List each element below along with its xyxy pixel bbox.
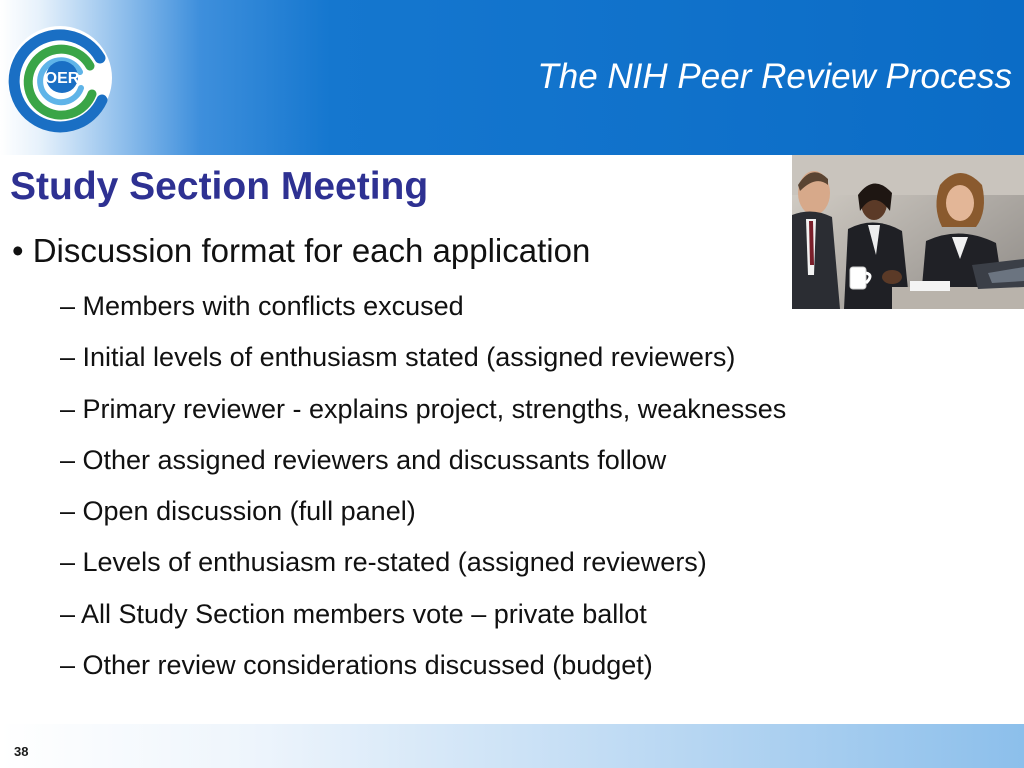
section-heading: Study Section Meeting (10, 165, 429, 208)
sub-bullet-list (60, 288, 786, 698)
page-number: 38 (14, 744, 29, 759)
meeting-photo (792, 155, 1024, 309)
oer-logo (4, 22, 116, 134)
logo-text: OER (44, 70, 80, 87)
sub-bullet-item: – All Study Section members vote – private ballot (60, 598, 647, 629)
sub-bullet-item: – Open discussion (full panel) (60, 496, 416, 527)
slide-header (0, 0, 1024, 155)
sub-bullet-item: – Members with conflicts excused (60, 291, 464, 321)
sub-bullet-item: – Primary reviewer - explains project, strengths, weaknesses (60, 393, 787, 424)
sub-bullet-item: – Levels of enthusiasm re-stated (assigned reviewers) (60, 547, 707, 578)
slide-footer (0, 724, 1024, 768)
sub-bullet-item: – Other assigned reviewers and discussants follow (60, 444, 667, 475)
main-bullet: • Discussion format for each application (12, 232, 591, 269)
sub-bullet-item: – Other review considerations discussed (budget) (60, 650, 653, 681)
slide-title: The NIH Peer Review Process (537, 57, 1012, 96)
sub-bullet-item: – Initial levels of enthusiasm stated (assigned reviewers) (60, 342, 736, 373)
